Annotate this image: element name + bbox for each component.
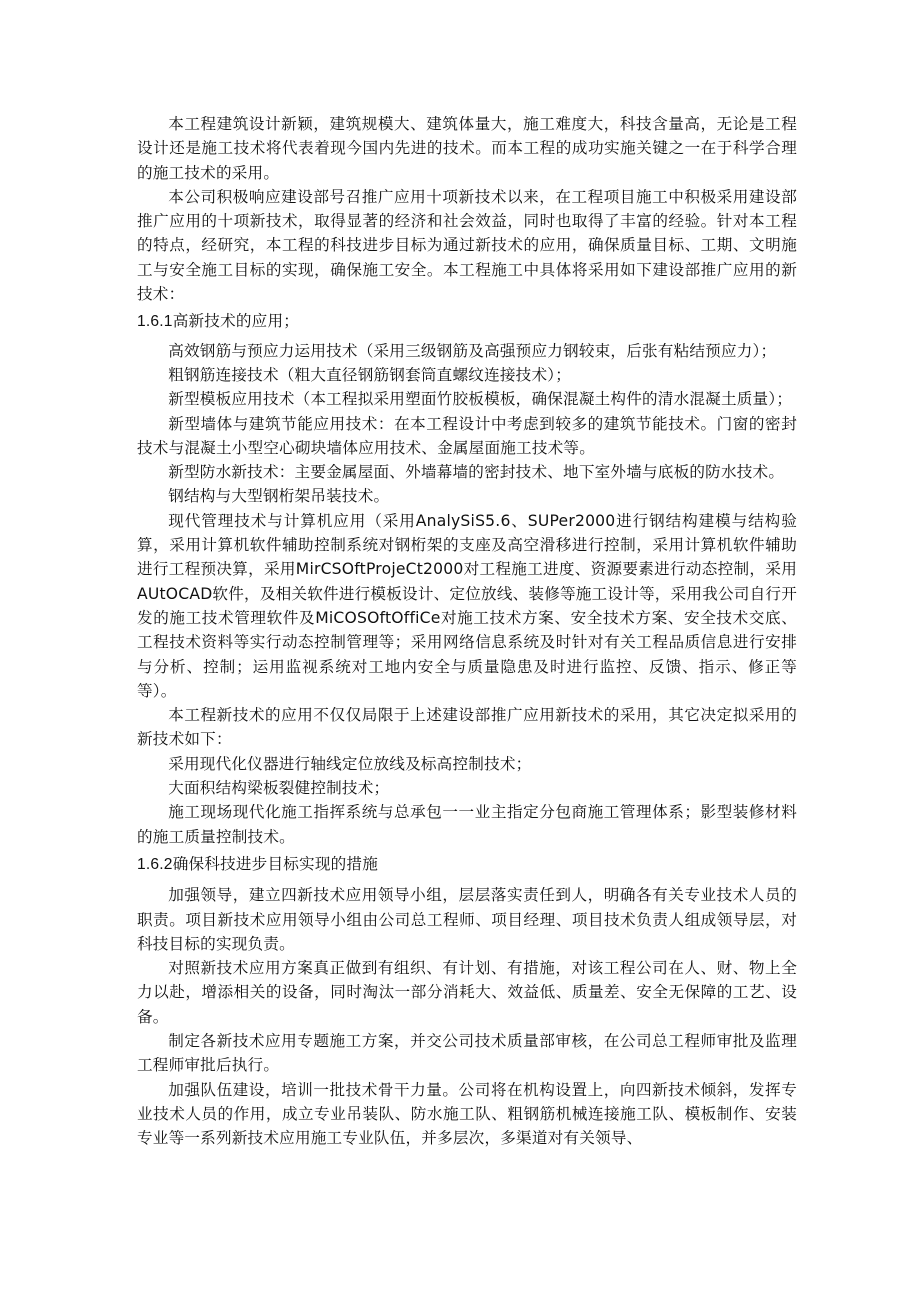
section-1-paragraph: 钢结构与大型钢桁架吊装技术。 [168, 487, 390, 506]
section-2-paragraph: 加强领导，建立四新技术应用领导小组，层层落实责任到人，明确各有关专业技术人员的职责。项目新技术应用领导小组由公司总工程师、项目经理、项目技术负责人组成领导层，对科技目标的实现负责。 [137, 886, 797, 953]
section-1-paragraph: 采用现代化仪器进行轴线定位放线及标高控制技术； [168, 754, 532, 773]
section-number: 1.6.2 [137, 855, 173, 873]
section-1-paragraph: 现代管理技术与计算机应用（采用AnalySiS5.6、SUPer2000进行钢结构建模与结构验算，采用计算机软件辅助控制系统对钢桁架的支座及高空滑移进行控制，采用计算机软件辅助进行工程预决算，采用MirCSOftProjeCt2000对工程施工进度、资源要素进行动态控制，采用AUtOCAD软件，及相关软件进行模板设计、定位放线、装修等施工设计等，采用我公司自行开发的施工技术管理软件及MiCOSOftOffiCe对施工技术方案、安全技术方案、安全技术交底、工程技术资料等实行动态控制管理等；采用网络信息系统及时针对有关工程品质信息进行安排与分析、控制；运用监视系统对工地内安全与质量隐患及时进行监控、反馈、指示、修正等等）。 [137, 511, 797, 700]
section-heading-1-6-2 [137, 852, 797, 877]
section-heading-1-6-1 [137, 309, 797, 334]
section-1-paragraph: 大面积结构梁板裂健控制技术； [168, 779, 390, 798]
document-page [137, 112, 797, 1150]
section-1-paragraph: 新型模板应用技术（本工程拟采用塑面竹胶板模板，确保混凝土构件的清水混凝土质量）； [168, 390, 793, 409]
intro-paragraph-2: 本公司积极响应建设部号召推广应用十项新技术以来，在工程项目施工中积极采用建设部推广应用的十项新技术，取得显著的经济和社会效益，同时也取得了丰富的经验。针对本工程的特点，经研究，本工程的科技进步目标为通过新技术的应用，确保质量目标、工期、文明施工与安全施工目标的实现，确保施工安全。本工程施工中具体将采用如下建设部推广应用的新技术： [137, 187, 797, 304]
section-title: 确保科技进步目标实现的措施 [172, 854, 379, 873]
section-2-paragraph: 制定各新技术应用专题施工方案，并交公司技术质量部审核，在公司总工程师审批及监理工程师审批后执行。 [137, 1031, 797, 1075]
section-1-paragraph: 高效钢筋与预应力运用技术（采用三级钢筋及高强预应力钢较束，后张有粘结预应力）； [168, 341, 777, 360]
section-1-paragraph: 本工程新技术的应用不仅仅局限于上述建设部推广应用新技术的采用，其它决定拟采用的新技术如下： [137, 706, 797, 749]
section-2-paragraph: 加强队伍建设，培训一批技术骨干力量。公司将在机构设置上，向四新技术倾斜，发挥专业技术人员的作用，成立专业吊装队、防水施工队、粗钢筋机械连接施工队、模板制作、安装专业等一系列新技术应用施工专业队伍，并多层次，多渠道对有关领导、 [137, 1080, 797, 1148]
section-title: 高新技术的应用； [172, 312, 300, 331]
section-1-paragraph: 新型防水新技术：主要金属屋面、外墙幕墙的密封技术、地下室外墙与底板的防水技术。 [168, 463, 785, 482]
section-1-paragraph: 粗钢筋连接技术（粗大直径钢筋钢套筒直螺纹连接技术）； [168, 365, 572, 384]
section-number: 1.6.1 [137, 313, 173, 331]
intro-paragraph-1: 本工程建筑设计新颖，建筑规模大、建筑体量大，施工难度大，科技含量高，无论是工程设计还是施工技术将代表着现今国内先进的技术。而本工程的成功实施关键之一在于科学合理的施工技术的采用。 [137, 115, 797, 182]
section-1-paragraph: 新型墙体与建筑节能应用技术：在本工程设计中考虑到较多的建筑节能技术。门窗的密封技术与混凝土小型空心砌块墙体应用技术、金属屋面施工技术等。 [137, 414, 797, 457]
section-1-paragraph: 施工现场现代化施工指挥系统与总承包一一业主指定分包商施工管理体系；影型装修材料的施工质量控制技术。 [137, 803, 797, 846]
section-2-paragraph: 对照新技术应用方案真正做到有组织、有计划、有措施，对该工程公司在人、财、物上全力以赴，增添相关的设备，同时淘汰一部分消耗大、效益低、质量差、安全无保障的工艺、设备。 [137, 959, 797, 1026]
